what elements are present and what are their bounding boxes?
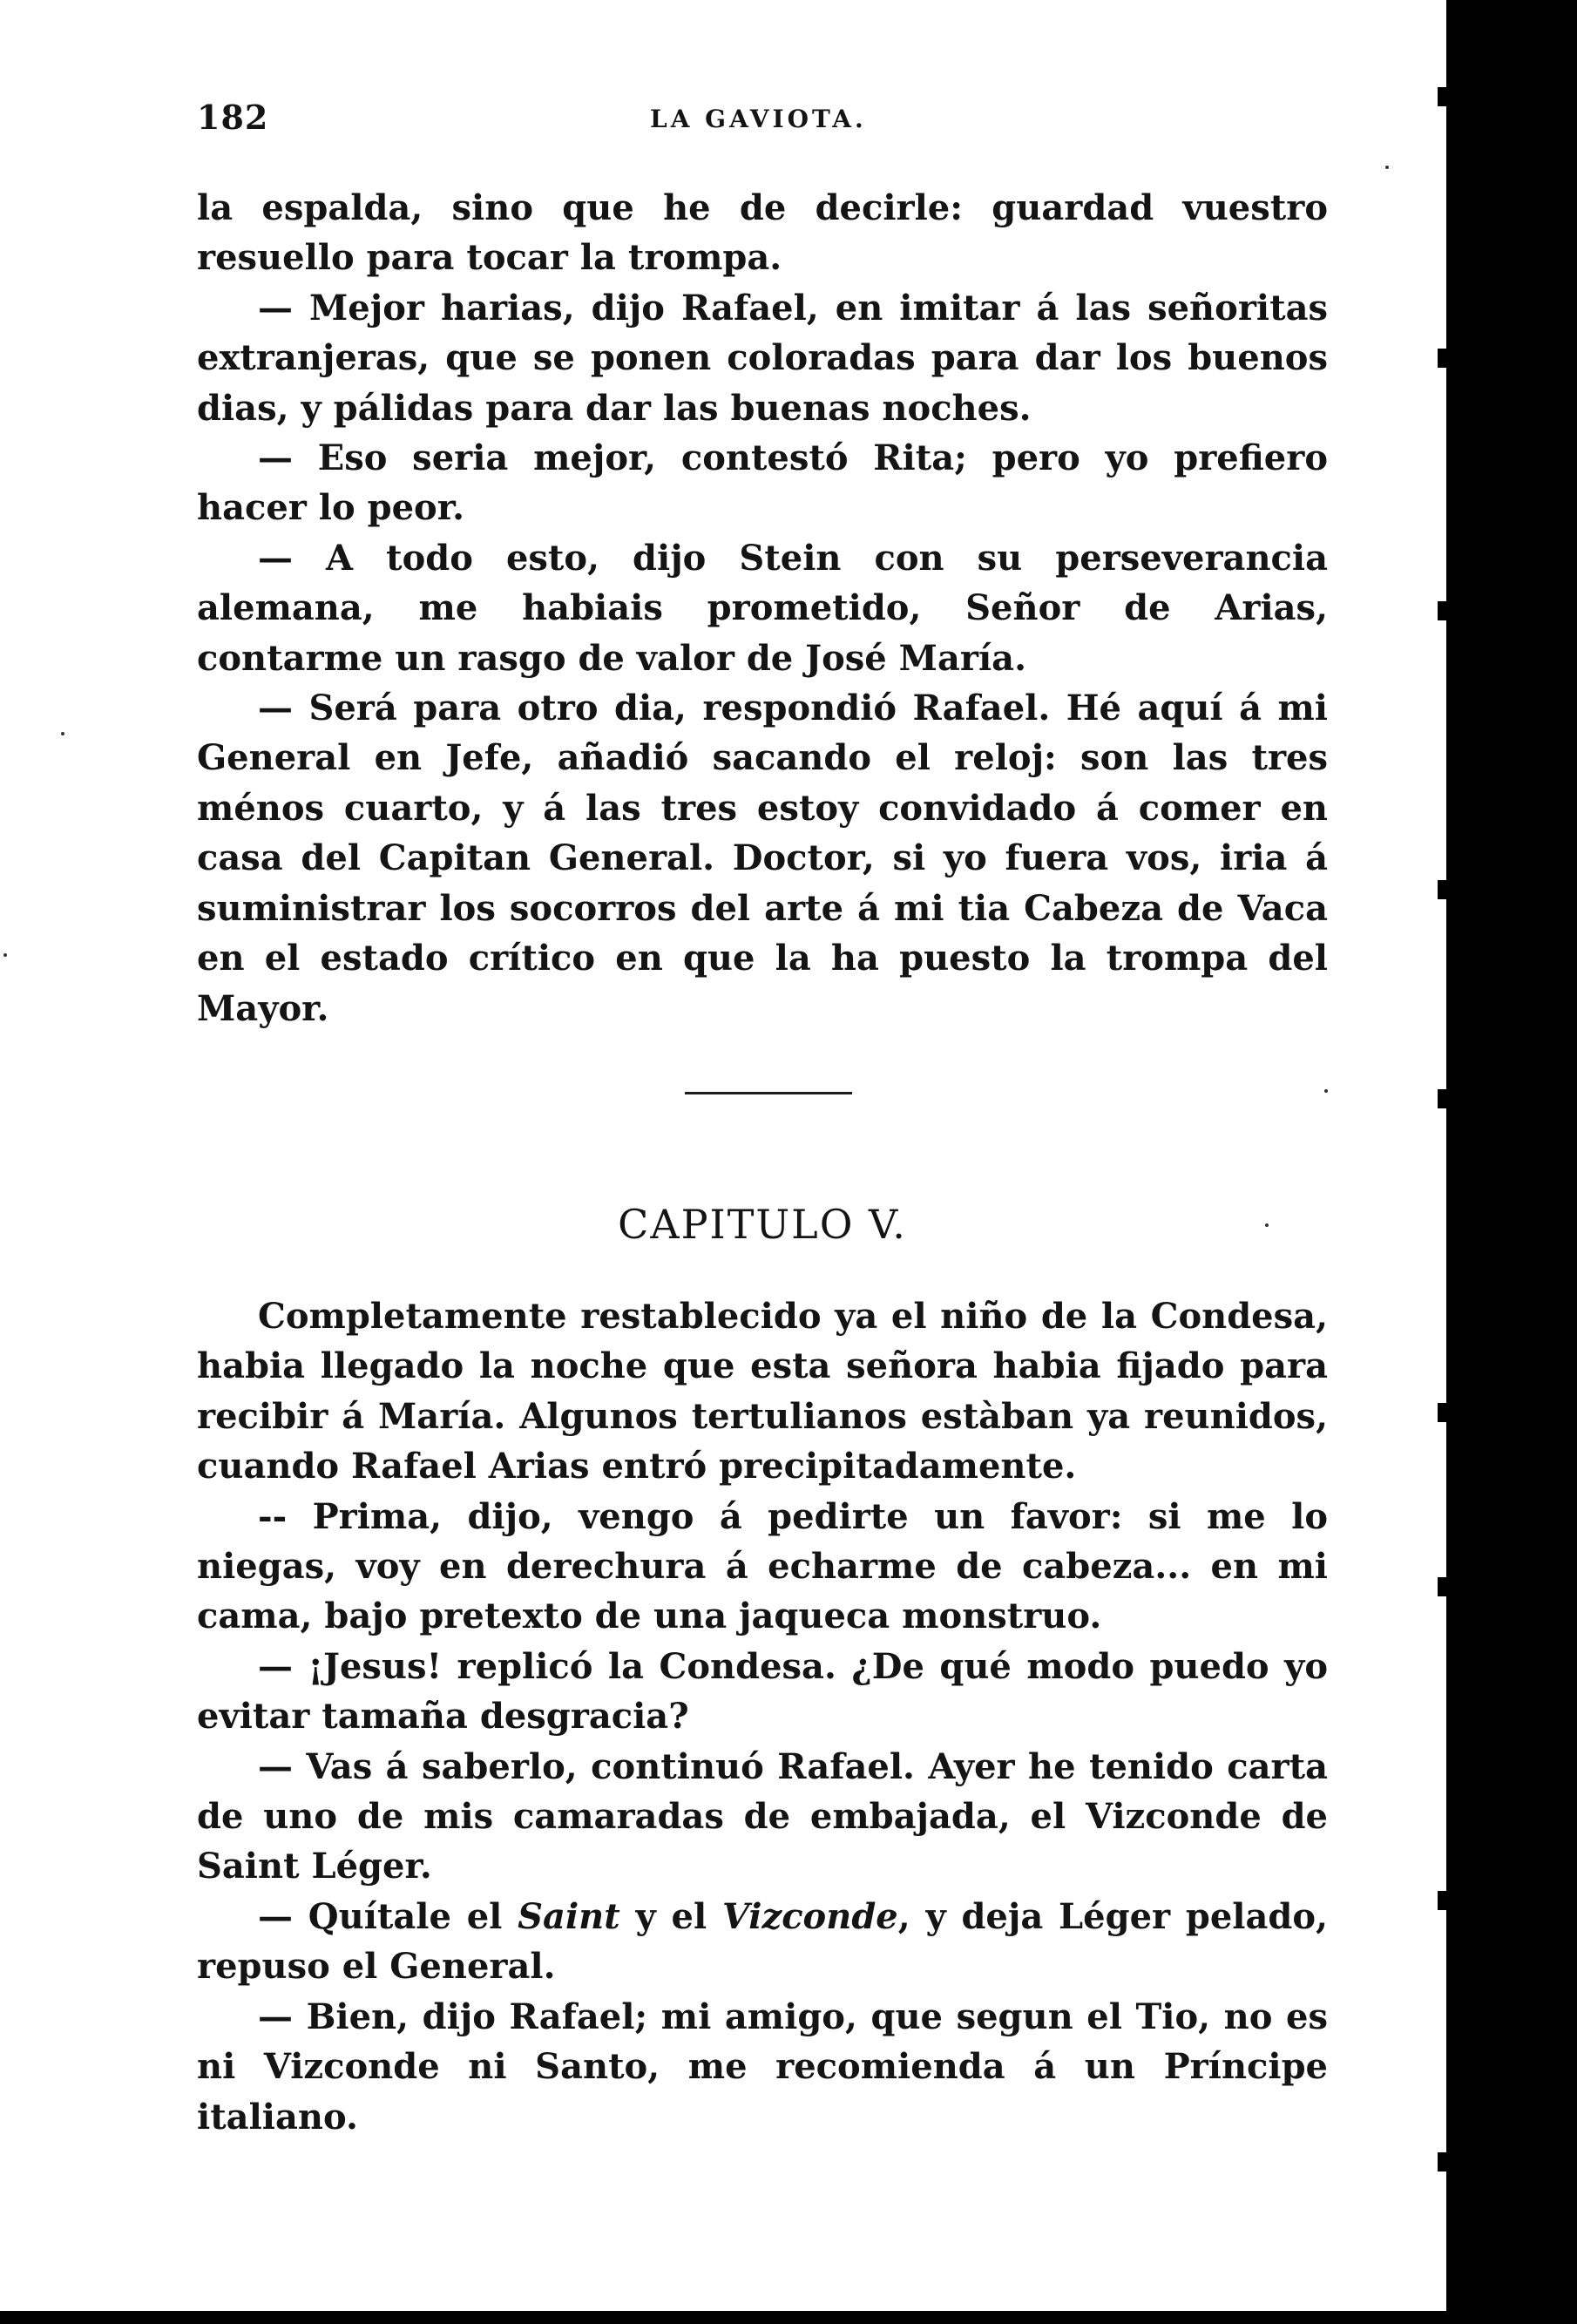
edge-notch: [1438, 1891, 1448, 1910]
italic-word-vizconde: Vizconde: [721, 1895, 898, 1937]
paragraph-with-italics: [197, 1892, 1328, 1992]
page-header: [197, 98, 1330, 150]
paragraph: — A todo esto, dijo Stein con su perseverancia alemana, me habiais prometido, Señor de Arias, contarme un rasgo de valor de José María.: [197, 537, 1328, 679]
paragraph: — Mejor harias, dijo Rafael, en imitar á las señoritas extranjeras, que se ponen coloradas para dar los buenos dias, y pálidas para dar las buenas noches.: [197, 287, 1328, 429]
edge-notch: [1438, 880, 1448, 899]
paragraph: — Bien, dijo Rafael; mi amigo, que segun el Tio, no es ni Vizconde ni Santo, me recomienda á un Príncipe italiano.: [197, 1995, 1328, 2138]
scan-speck: [1385, 166, 1389, 169]
chapter-v-text: [197, 1291, 1328, 2142]
scan-right-edge: [1446, 0, 1577, 2324]
edge-notch: [1438, 1403, 1448, 1422]
chapter-heading: CAPITULO V.: [618, 1201, 907, 1248]
scan-speck: [1324, 1089, 1328, 1093]
page-number: 182: [197, 98, 269, 137]
paragraph: -- Prima, dijo, vengo á pedirte un favor: si me lo niegas, voy en derechura á echarme de cabeza... en mi cama, bajo pretexto de una jaqueca monstruo.: [197, 1495, 1328, 1637]
edge-notch: [1438, 1089, 1448, 1108]
paragraph: la espalda, sino que he de decirle: guardad vuestro resuello para tocar la trompa.: [197, 187, 1328, 279]
edge-notch: [1438, 2152, 1448, 2172]
text-run: — Quítale el: [258, 1895, 518, 1937]
paragraph: — Eso seria mejor, contestó Rita; pero yo prefiero hacer lo peor.: [197, 437, 1328, 529]
paragraph: — Será para otro dia, respondió Rafael. Hé aquí á mi General en Jefe, añadió sacando el reloj: son las tres ménos cuarto, y á las tres estoy convidado á comer en casa del Capitan General. Doctor, si yo fuera vos, iria á suministrar los socorros del arte á mi tia Cabeza de Vaca en el estado crítico en que la ha puesto la trompa del Mayor.: [197, 688, 1328, 1029]
paragraph: — ¡Jesus! replicó la Condesa. ¿De qué modo puedo yo evitar tamaña desgracia?: [197, 1645, 1328, 1738]
italic-word-saint: Saint: [518, 1895, 620, 1937]
text-run: , y deja Léger pelado, repuso el General.: [197, 1895, 1328, 1988]
scan-speck: [61, 732, 64, 735]
paragraph: Completamente restablecido ya el niño de la Condesa, habia llegado la noche que esta señora habia fijado para recibir á María. Algunos tertulianos estàban ya reunidos, cuando Rafael Arias entró precipitadamente.: [197, 1296, 1328, 1487]
edge-notch: [1438, 601, 1448, 620]
section-separator-rule: [685, 1092, 852, 1094]
text-run: y el: [619, 1895, 722, 1937]
edge-notch: [1438, 87, 1448, 106]
paragraph: — Vas á saberlo, continuó Rafael. Ayer he tenido carta de uno de mis camaradas de embajada, el Vizconde de Saint Léger.: [197, 1745, 1328, 1887]
edge-notch: [1438, 1577, 1448, 1596]
running-title: LA GAVIOTA.: [650, 105, 867, 133]
edge-notch: [1438, 349, 1448, 368]
scan-speck: [1265, 1223, 1269, 1227]
scan-bottom-edge: [0, 2311, 1446, 2324]
chapter-iv-ending: [197, 183, 1328, 1033]
scan-speck: [3, 953, 7, 957]
